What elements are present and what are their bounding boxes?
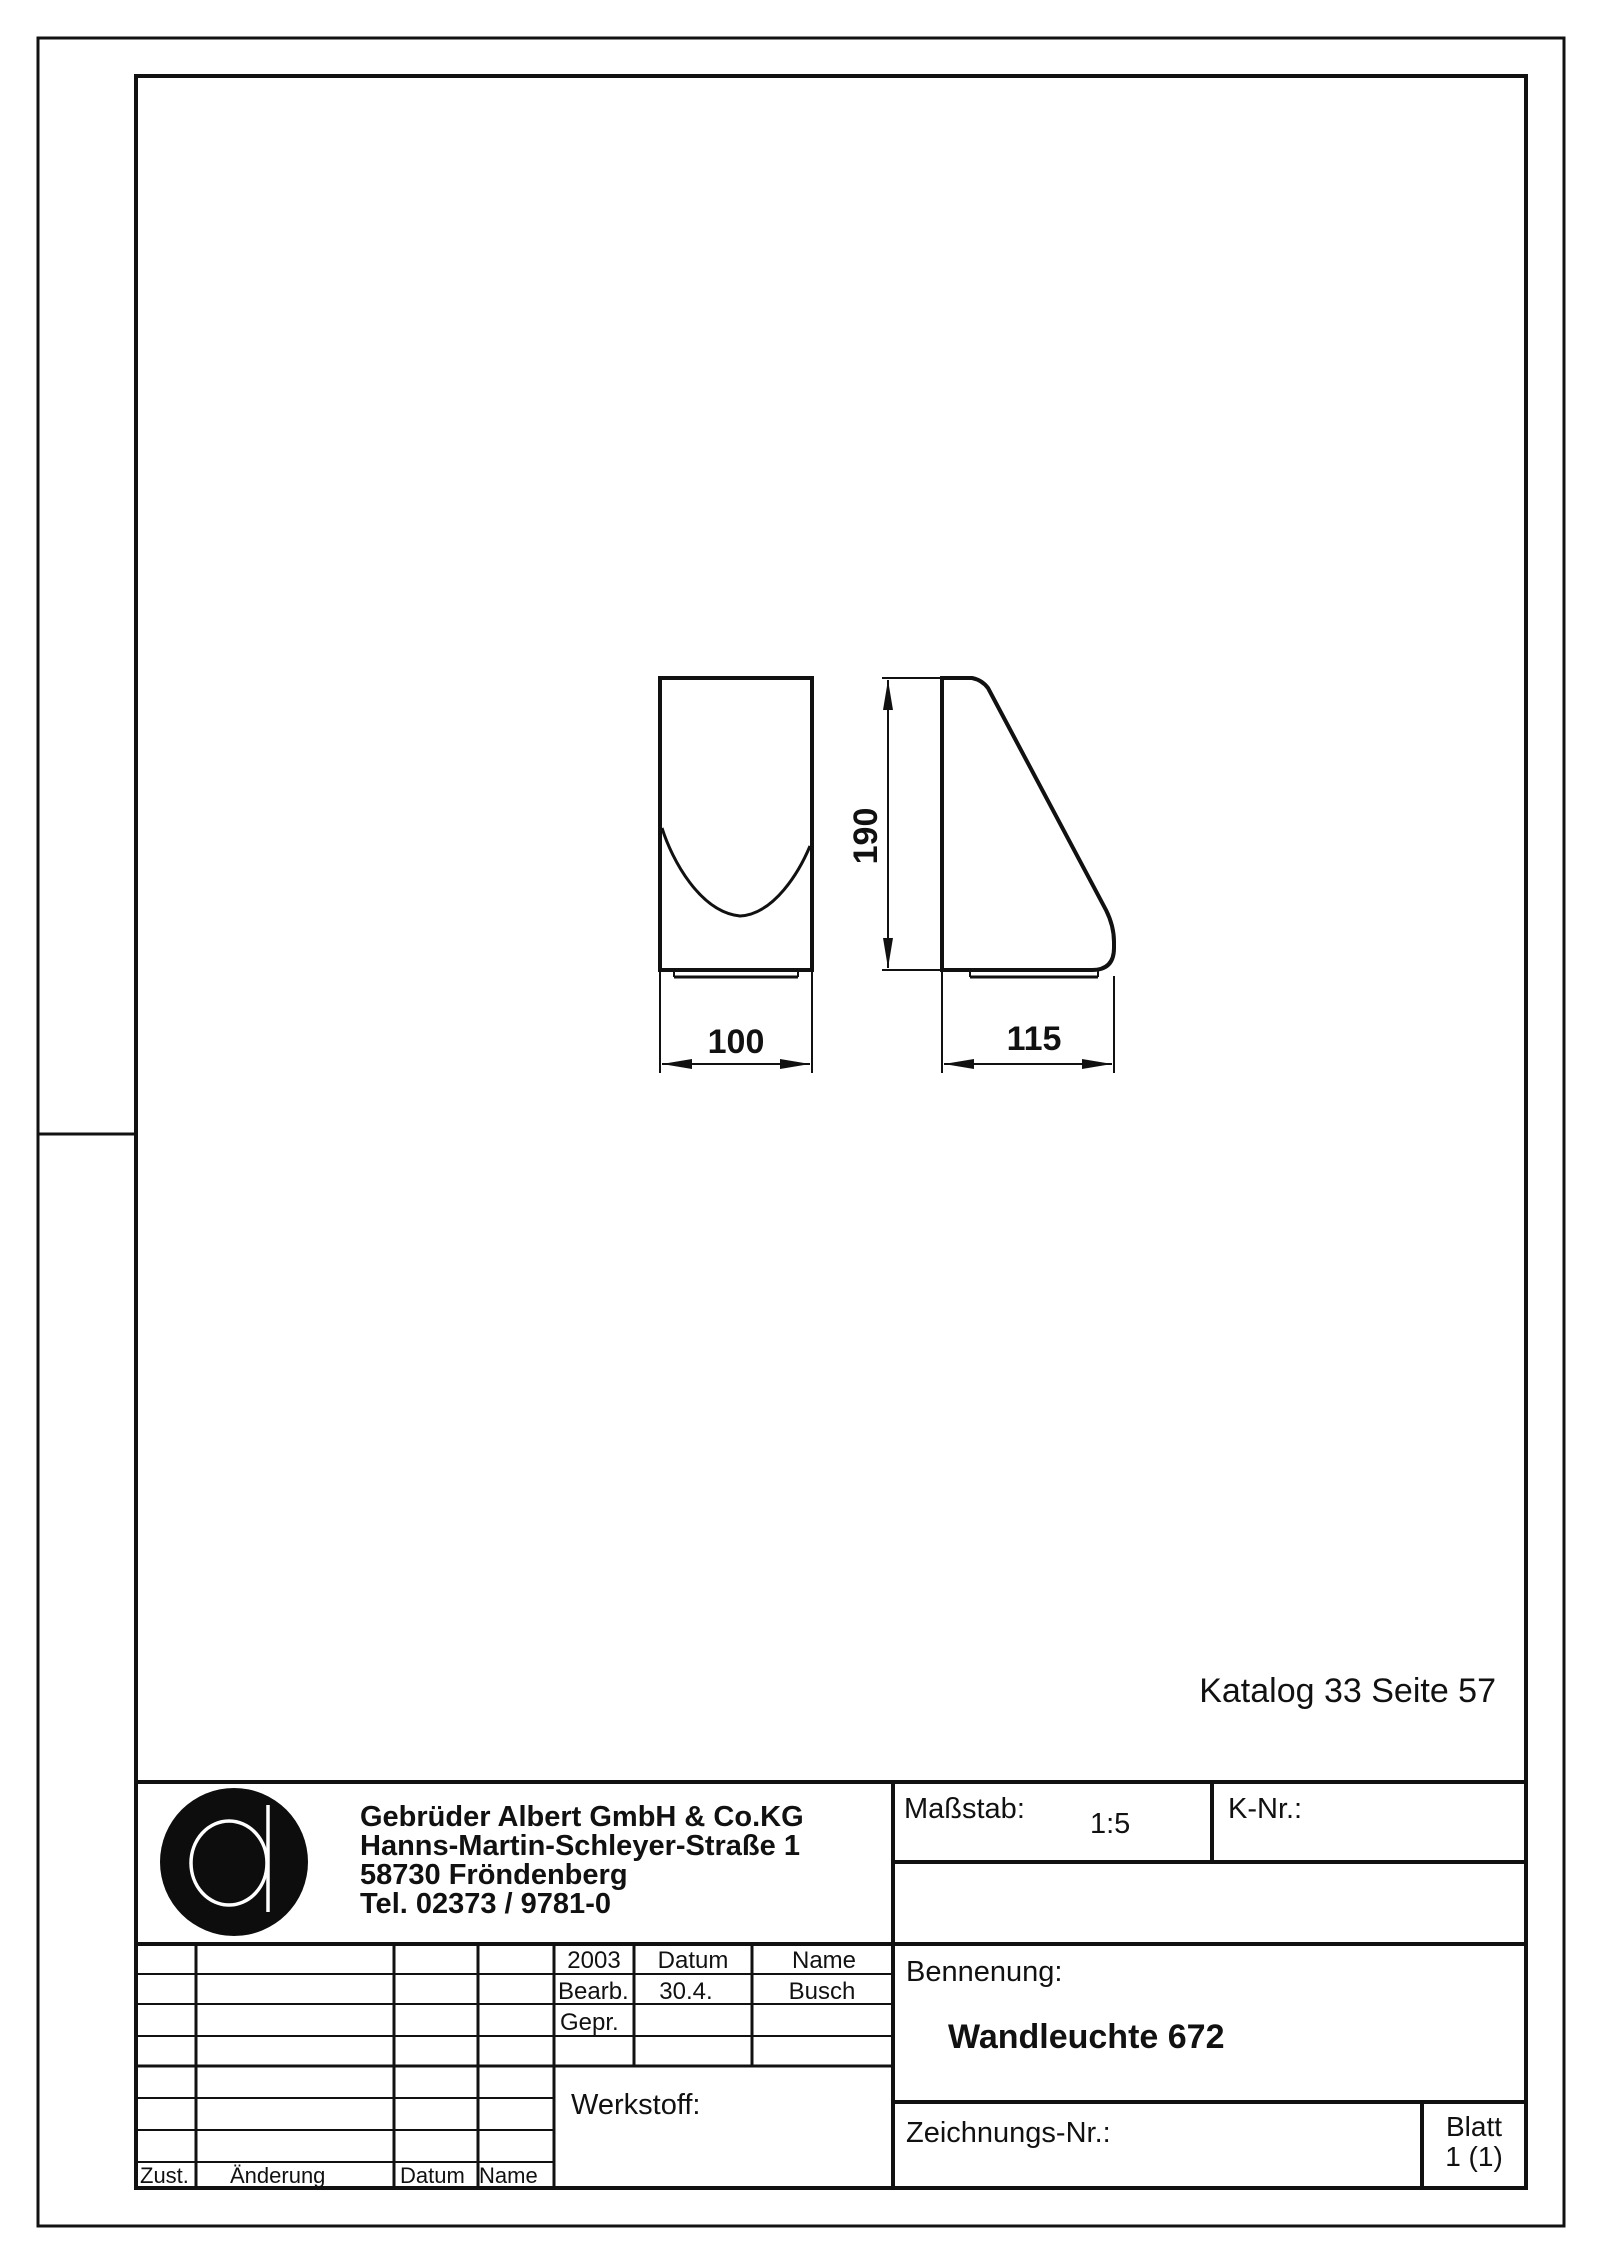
knr-label: K-Nr.: [1228,1793,1303,1825]
front-view-body [660,678,812,970]
company-street: Hanns-Martin-Schleyer-Straße 1 [360,1830,800,1862]
width-dimension [660,970,812,1073]
bearb-name: Busch [788,1978,856,2005]
company-address [360,1801,804,1920]
sheet-label: Blatt [1445,2111,1503,2142]
gepr-label: Gepr. [560,2009,619,2036]
scale-value: 1:5 [1090,1808,1131,1840]
material-label: Werkstoff: [571,2089,701,2121]
company-logo [160,1788,308,1936]
scale-label: Maßstab: [904,1793,1025,1825]
depth-dimension [942,970,1114,1073]
dimension-arrow [780,1059,810,1069]
front-view [660,678,812,977]
dimension-arrow [662,1059,692,1069]
dimension-arrow [1082,1059,1112,1069]
catalog-reference: Katalog 33 Seite 57 [1199,1672,1496,1710]
dimension-depth-label: 115 [1006,1020,1062,1058]
bearb-label: Bearb. [558,1978,629,2005]
column-zust: Zust. [140,2163,189,2188]
column-aenderung: Änderung [230,2163,326,2188]
inner-frame [136,76,1526,2188]
dimension-arrow [944,1059,974,1069]
side-view-body [942,678,1114,970]
dimension-arrow [883,938,893,968]
sheet-value: 1 (1) [1445,2141,1503,2172]
designation-label: Bennenung: [906,1956,1063,1988]
side-view [942,678,1114,977]
company-name: Gebrüder Albert GmbH & Co.KG [360,1801,804,1833]
height-dimension [847,678,942,970]
revision-name-header: Name [791,1947,857,1974]
column-datum: Datum [400,2163,465,2188]
drawing-number-label: Zeichnungs-Nr.: [906,2117,1111,2149]
bearb-date: 30.4. [659,1978,713,2005]
front-view-light-opening [662,828,810,916]
dimension-height-label: 190 [847,807,885,865]
company-phone: Tel. 02373 / 9781-0 [360,1888,611,1920]
column-name: Name [479,2163,538,2188]
company-city: 58730 Fröndenberg [360,1859,628,1891]
dimension-width-label: 100 [707,1023,765,1061]
revision-year: 2003 [567,1947,621,1974]
revision-date-header: Datum [657,1947,729,1974]
dimension-arrow [883,680,893,710]
designation-value: Wandleuchte 672 [948,2018,1225,2056]
